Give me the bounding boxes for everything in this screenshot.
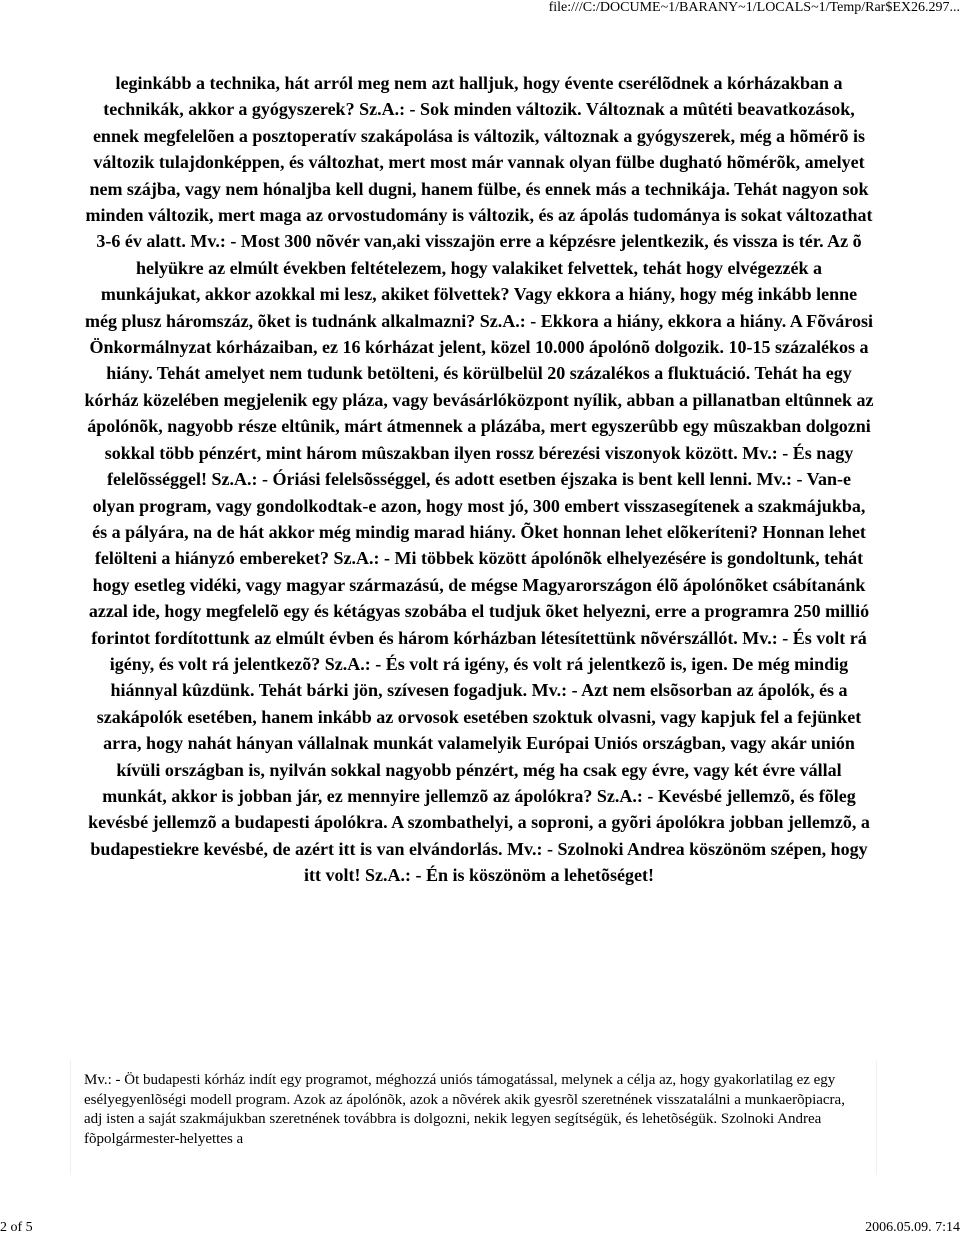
- page-number: 2 of 5: [0, 1220, 33, 1235]
- page-url-header: file:///C:/DOCUME~1/BARANY~1/LOCALS~1/Temp/Rar$EX26.297...: [548, 0, 960, 15]
- main-paragraph: leginkább a technika, hát arról meg nem azt halljuk, hogy évente cserélõdnek a kórházakban a technikák, akkor a gyógyszerek? Sz.A.: - Sok minden változik. Változnak a mûtéti beavatkozások, ennek megfelelõen a posztoperatív szakápolása is változik, változnak a gyógyszerek, még a hõmérõ is változik tulajdonképpen, és változhat, mert most már vannak olyan fülbe dugható hõmérõk, amelyet nem szájba, vagy nem hónaljba kell dugni, hanem fülbe, és ennek más a technikája. Tehát nagyon sok minden változik, mert maga az orvostudomány is változik, és az ápolás tudománya is sokat változathat 3-6 év alatt. Mv.: - Most 300 nõvér van,aki visszajön erre a képzésre jelentkezik, és vissza is tér. Az õ helyükre az elmúlt években feltételezem, hogy valakiket felvettek, tehát hogy elvégezzék a munkájukat, akkor azokkal mi lesz, akiket fölvettek? Vagy ekkora a hiány, hogy még inkább lenne még plusz háromszáz, õket is tudnánk alkalmazni? Sz.A.: - Ekkora a hiány, ekkora a hiány. A Fõvárosi Önkormálnyzat kórházaiban, ez 16 kórházat jelent, közel 10.000 ápolónõ dolgozik. 10-15 százalékos a hiány. Tehát amelyet nem tudunk betölteni, és körülbelül 20 százalékos a fluktuáció. Tehát ha egy kórház közelében megjelenik egy pláza, vagy bevásárlóközpont nyílik, abban a pillanatban eltûnnek az ápolónõk, nagyobb része eltûnik, márt átmennek a plázába, mert egyszerûbb egy mûszakban dolgozni sokkal több pénzért, mint három mûszakban ilyen rossz bérezési viszonyok között. Mv.: - És nagy felelõsséggel! Sz.A.: - Óriási felelsõsséggel, és adott esetben éjszaka is bent kell lenni. Mv.: - Van-e olyan program, vagy gondolkodtak-e azon, hogy most jó, 300 embert visszasegítenek a szakmájukba, és a pályára, na de hát akkor még mindig marad hiány. Õket honnan lehet elõkeríteni? Honnan lehet felölteni a hiányzó embereket? Sz.A.: - Mi többek között ápolónõk elhelyezésére is gondoltunk, tehát hogy esetleg vidéki, vagy magyar származású, de mégse Magyarországon élõ ápolónõket csábítanánk azzal ide, hogy megfelelõ egy és kétágyas szobába el tudjuk õket helyezni, erre a programra 250 millió forintot fordítottunk az elmúlt évben és három kórházban létesítettünk nõvérszállót. Mv.: - És volt rá igény, és volt rá jelentkezõ? Sz.A.: - És volt rá igény, és volt rá jelentkezõ is, igen. De még mindig hiánnyal kûzdünk. Tehát bárki jön, szívesen fogadjuk. Mv.: - Azt nem elsõsorban az ápolók, és a szakápolók esetében, hanem inkább az orvosok esetében szoktuk olvasni, vagy kapjuk fel a fejünket arra, hogy nahát hányan vállalnak munkát valamelyik Európai Uniós országban, vagy akár unión kívüli országban is, nyilván sokkal nagyobb pénzért, még ha csak egy évre, vagy két évre vállal munkát, akkor is jobban jár, ez mennyire jellemzõ az ápolókra? Sz.A.: - Kevésbé jellemzõ, és fõleg kevésbé jellemzõ a budapesti ápolókra. A szombathelyi, a soproni, a gyõri ápolókra jobban jellemzõ, a budapestiekre kevésbé, de azért itt is van elvándorlás. Mv.: - Szolnoki Andrea köszönöm szépen, hogy itt volt! Sz.A.: - Én is köszönöm a lehetõséget!: [84, 73, 874, 886]
- print-datetime: 2006.05.09. 7:14: [865, 1220, 960, 1235]
- secondary-paragraph: Mv.: - Öt budapesti kórház indít egy programot, méghozzá uniós támogatással, melynek a célja az, hogy gyakorlatilag ez egy esélyegyenlõségi modell program. Azok az ápolónõk, azok a nõvérek akik gyesrõl szeretnének visszatalálni a munkaerõpiacra, adj isten a saját szakmájukban szeretnének továbbra is dolgozni, nekik legyen segítségük, és lehetõségük. Szolnoki Andrea fõpolgármester-helyettes a: [84, 1072, 845, 1147]
- page-footer: [0, 1220, 960, 1238]
